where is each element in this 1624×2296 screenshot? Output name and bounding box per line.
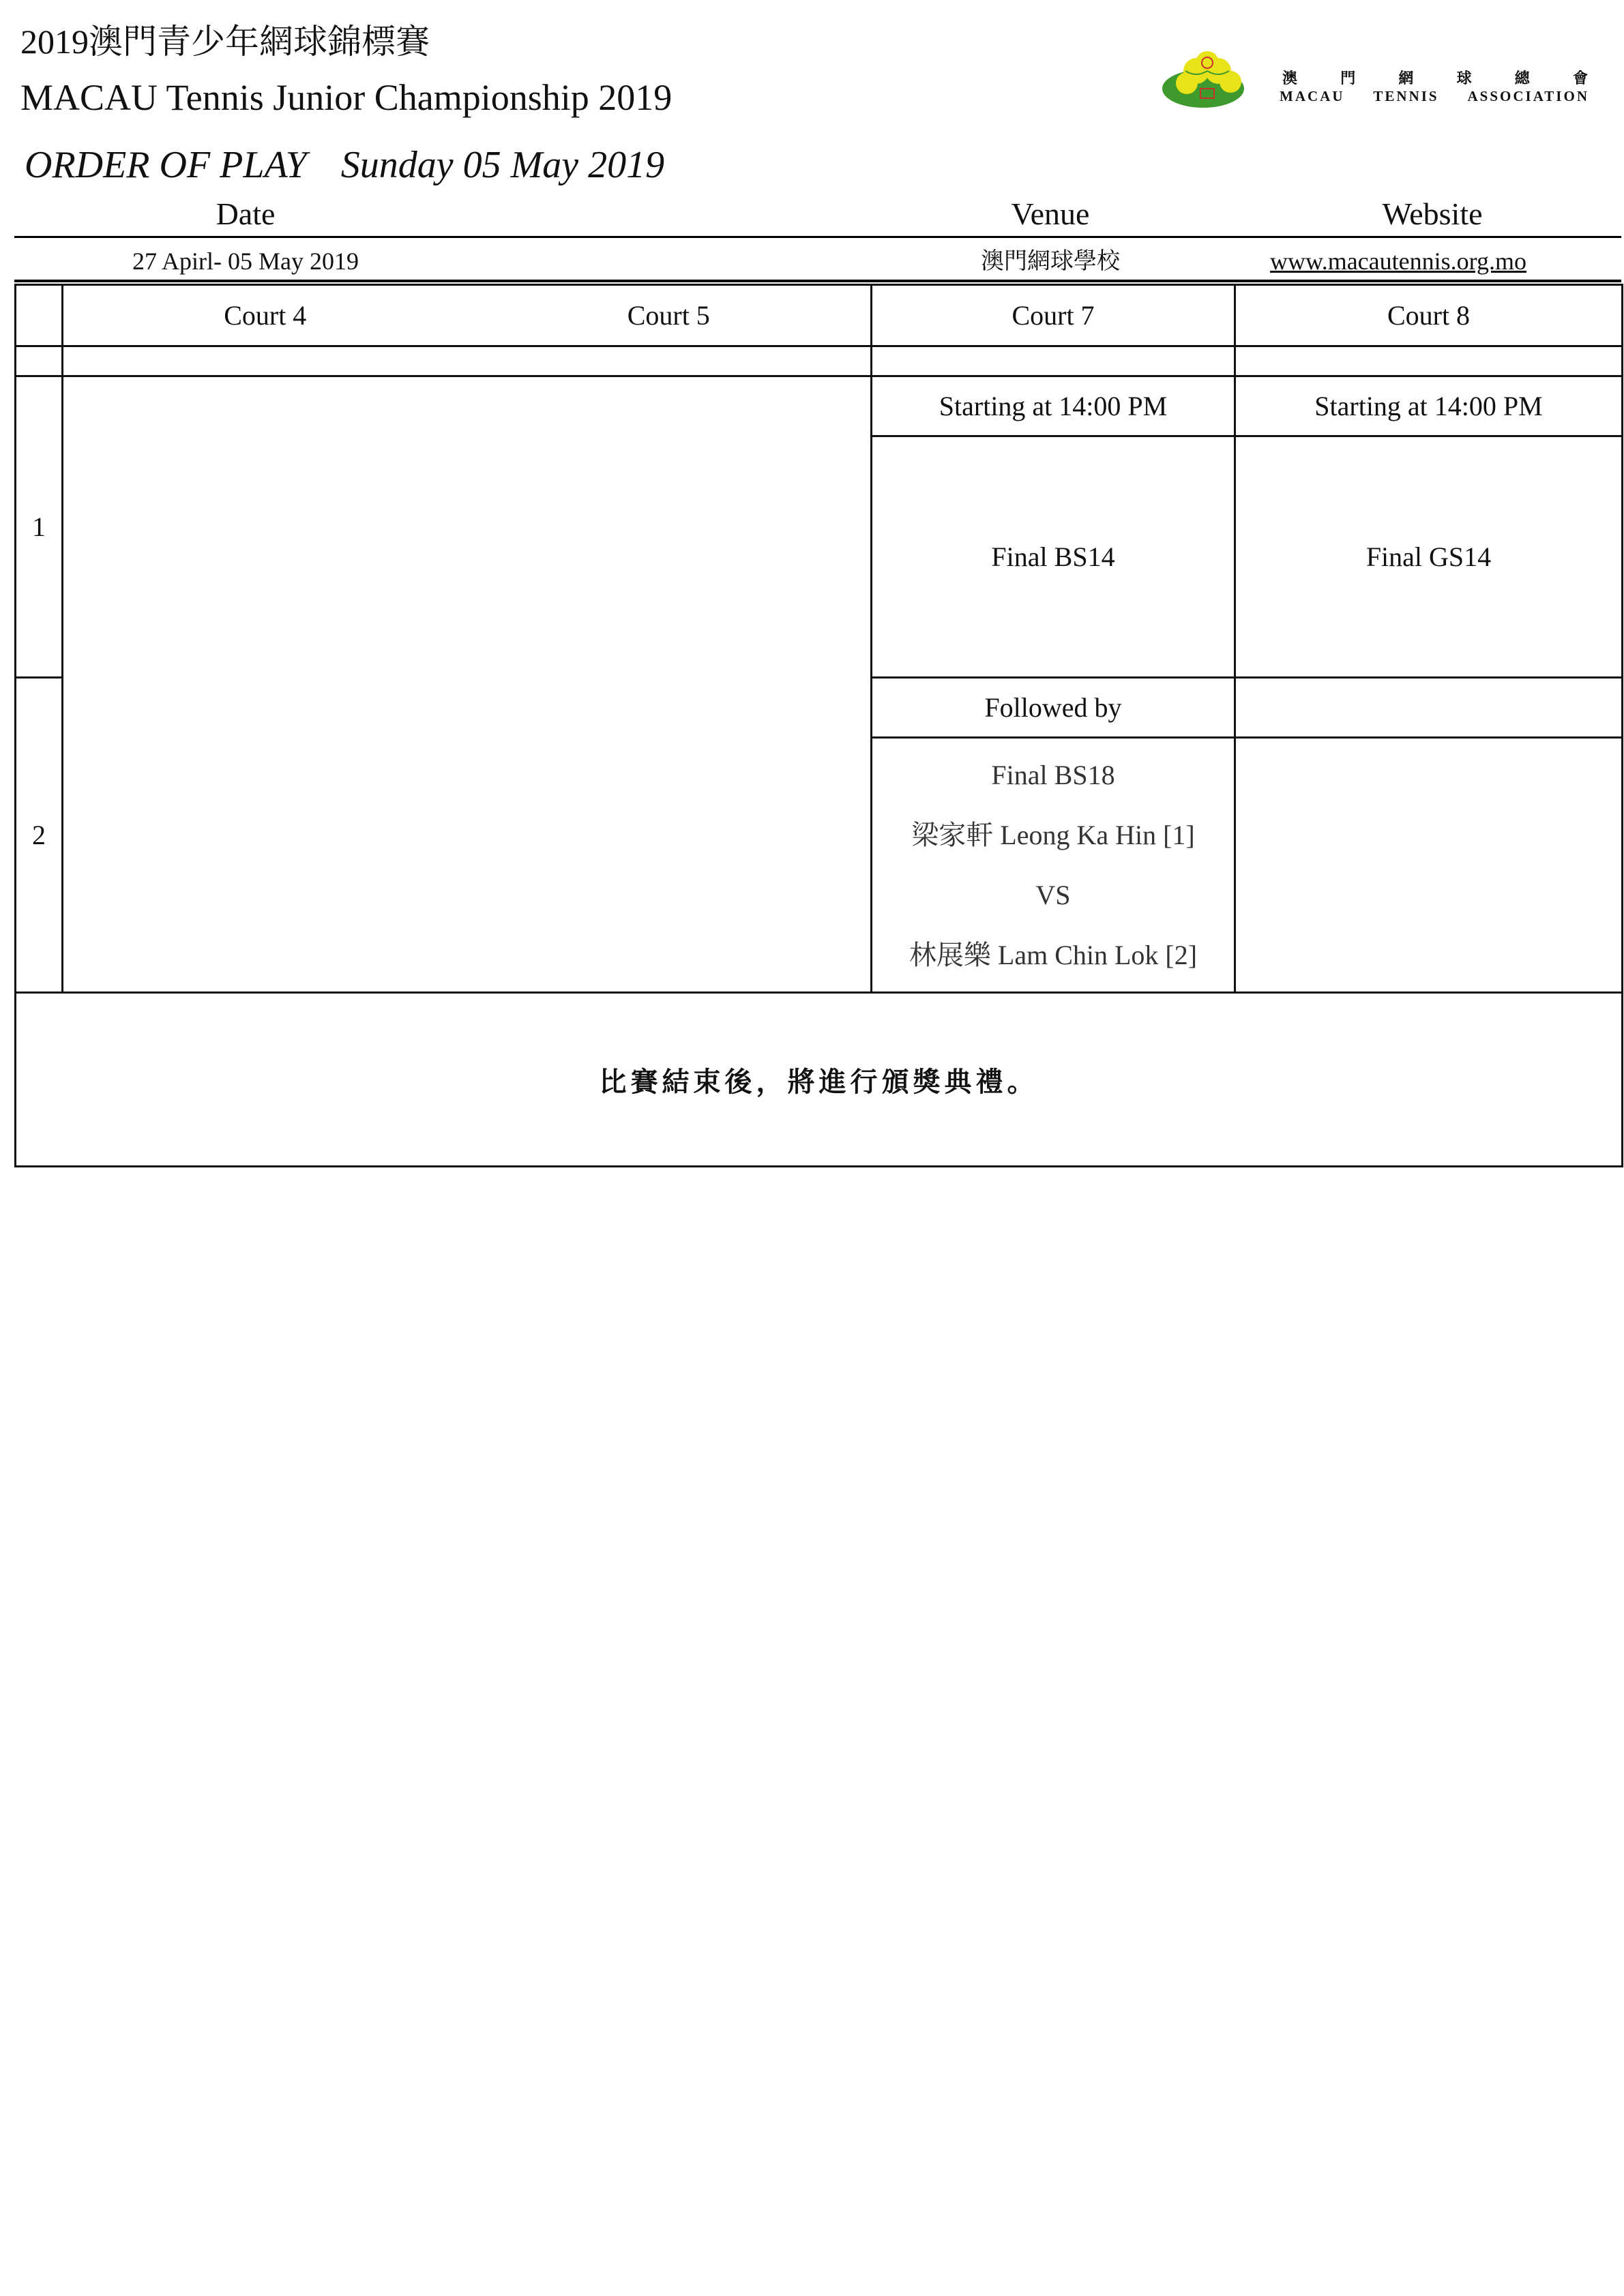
tennis-balls-emblem-icon bbox=[1160, 50, 1255, 112]
court-header: Court 4 bbox=[63, 285, 467, 346]
logo-cn-char: 總 bbox=[1514, 70, 1531, 87]
empty-cell bbox=[63, 346, 872, 376]
order-of-play-heading bbox=[25, 140, 664, 190]
empty-cell bbox=[16, 346, 63, 376]
row-number: 1 bbox=[16, 376, 63, 678]
court-7-match-2 bbox=[872, 738, 1235, 993]
venue-label: Venue bbox=[1011, 196, 1090, 231]
logo-cn-char: 門 bbox=[1340, 70, 1357, 87]
logo-en-word: ASSOCIATION bbox=[1467, 88, 1589, 104]
empty-cell bbox=[1235, 738, 1623, 993]
court-8-start-time: Starting at 14:00 PM bbox=[1235, 376, 1623, 436]
empty-cell bbox=[1235, 678, 1623, 738]
title-chinese: 2019澳門青少年網球錦標賽 bbox=[20, 23, 430, 61]
macau-tennis-association-logo bbox=[1160, 50, 1589, 112]
awards-ceremony-notice: 比賽結束後，將進行頒獎典禮。 bbox=[16, 993, 1623, 1167]
logo-en-word: TENNIS bbox=[1373, 88, 1439, 104]
match-title: Final BS18 bbox=[991, 759, 1115, 790]
title-english: MACAU Tennis Junior Championship 2019 bbox=[20, 77, 673, 118]
versus-label: VS bbox=[1035, 879, 1071, 910]
court-7-match-1: Final BS14 bbox=[872, 436, 1235, 678]
order-of-play-label: ORDER OF PLAY bbox=[25, 144, 307, 186]
logo-cn-char: 會 bbox=[1572, 70, 1589, 87]
player-1: 梁家軒 Leong Ka Hin [1] bbox=[911, 819, 1195, 850]
empty-cell bbox=[1235, 346, 1623, 376]
logo-en-word: MACAU bbox=[1280, 88, 1345, 104]
logo-cn-char: 球 bbox=[1456, 70, 1473, 87]
divider-line bbox=[14, 236, 1621, 238]
website-label: Website bbox=[1382, 196, 1483, 231]
court-header: Court 7 bbox=[872, 285, 1235, 346]
logo-cn-char: 澳 bbox=[1282, 70, 1299, 87]
logo-chinese-name bbox=[1282, 67, 1589, 88]
divider-line bbox=[14, 280, 1621, 282]
website-link[interactable]: www.macautennis.org.mo bbox=[1270, 248, 1526, 275]
court-7-followed-by: Followed by bbox=[872, 678, 1235, 738]
logo-english-name bbox=[1280, 88, 1589, 105]
player-2: 林展樂 Lam Chin Lok [2] bbox=[909, 939, 1198, 970]
corner-cell bbox=[16, 285, 63, 346]
empty-cell bbox=[872, 346, 1235, 376]
court-8-match-1: Final GS14 bbox=[1235, 436, 1623, 678]
venue-value: 澳門網球學校 bbox=[981, 248, 1120, 275]
court-header: Court 8 bbox=[1235, 285, 1623, 346]
row-number: 2 bbox=[16, 678, 63, 993]
order-of-play-day: Sunday 05 May 2019 bbox=[340, 144, 665, 186]
order-of-play-table bbox=[14, 284, 1623, 1167]
court-7-start-time: Starting at 14:00 PM bbox=[872, 376, 1235, 436]
court-header: Court 5 bbox=[467, 285, 872, 346]
court-4-5-empty-block bbox=[63, 376, 872, 993]
date-value: 27 Apirl- 05 May 2019 bbox=[132, 248, 359, 275]
logo-cn-char: 網 bbox=[1398, 70, 1415, 87]
date-label: Date bbox=[216, 196, 276, 231]
